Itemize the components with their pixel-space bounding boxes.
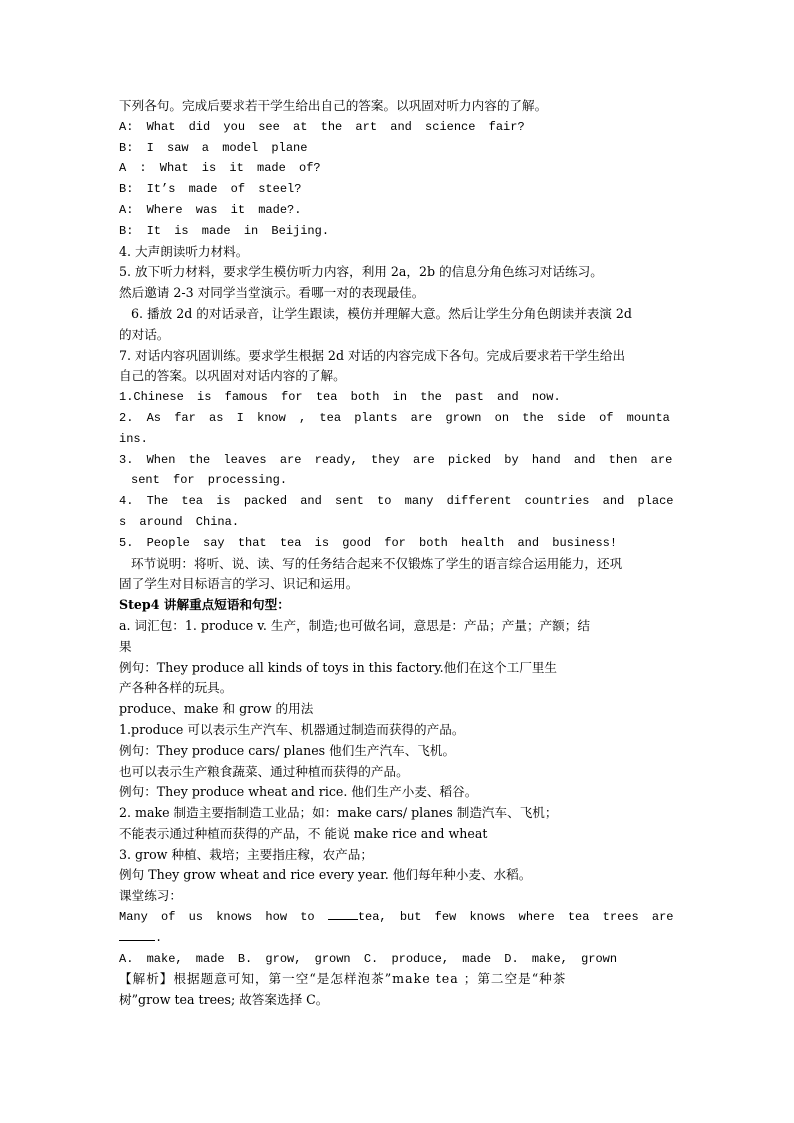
text-line-l15: 1.Chinese is famous for tea both in the past and now. xyxy=(119,390,561,405)
text-line-l16: 2. As far as I know , tea plants are grown on the side of mounta xyxy=(119,410,670,425)
text-line-l30: produce、make 和 grow 的用法 xyxy=(119,701,314,717)
text-line-l34: 例句：They produce wheat and rice. 他们生产小麦、稻谷。 xyxy=(119,784,478,800)
text-line-l37: 3. grow 种植、栽培；主要指庄稼，农产品； xyxy=(119,846,373,862)
text-line-l36: 不能表示通过种植而获得的产品，不 能说 make rice and wheat xyxy=(119,825,488,841)
text-line-l26: a. 词汇包：1. produce v. 生产，制造;也可做名词，意思是：产品；产量；产额；结 xyxy=(119,617,590,633)
text-line-l11: 6. 播放 2d 的对话录音，让学生跟读，模仿并理解大意。然后让学生分角色朗读并表演 2d xyxy=(131,305,632,321)
text-line-l20: 4. The tea is packed and sent to many different countries and place xyxy=(119,494,674,509)
exercise-question-cont xyxy=(119,928,679,949)
question-part-2: tea, but few knows where tea trees are xyxy=(357,910,674,925)
text-line-l02: A: What did you see at the art and science fair? xyxy=(119,119,525,134)
text-line-l39: 课堂练习： xyxy=(119,888,182,904)
analysis-line-1: 【解析】根据题意可知，第一空“是怎样泡茶”make tea ；第二空是“种茶 xyxy=(119,971,567,987)
text-line-l05: B: It’s made of steel? xyxy=(119,182,302,197)
text-line-l28: 例句：They produce all kinds of toys in this factory.他们在这个工厂里生 xyxy=(119,659,558,675)
text-line-l31: 1.produce 可以表示生产汽车、机器通过制造而获得的产品。 xyxy=(119,721,465,737)
text-line-l27: 果 xyxy=(119,638,132,654)
document-page xyxy=(119,96,679,1011)
text-line-l24: 固了学生对目标语言的学习、识记和运用。 xyxy=(119,576,359,592)
text-line-l07: B: It is made in Beijing. xyxy=(119,223,330,238)
exercise-question xyxy=(119,907,679,928)
text-line-l22: 5. People say that tea is good for both health and business! xyxy=(119,535,618,550)
text-line-l32: 例句：They produce cars/ planes 他们生产汽车、飞机。 xyxy=(119,742,456,758)
text-line-l19: sent for processing. xyxy=(131,473,288,488)
text-line-l14: 自己的答案。以巩固对对话内容的了解。 xyxy=(119,368,346,384)
text-line-l38: 例句 They grow wheat and rice every year. 他们每年种小麦、水稻。 xyxy=(119,867,532,883)
text-line-l10: 然后邀请 2-3 对同学当堂演示。看哪一对的表现最佳。 xyxy=(119,285,425,301)
text-line-l23: 环节说明：将听、说、读、写的任务结合起来不仅锻炼了学生的语言综合运用能力，还巩 xyxy=(131,555,623,571)
question-part-1: Many of us knows how to xyxy=(119,910,328,925)
text-line-l01: 下列各句。完成后要求若干学生给出自己的答案。以巩固对听力内容的了解。 xyxy=(119,98,548,113)
text-line-l04: A : What is it made of? xyxy=(119,161,321,176)
text-line-l21: s around China. xyxy=(119,514,240,529)
answer-blank-2 xyxy=(119,928,155,941)
text-line-l17: ins. xyxy=(119,431,148,446)
text-line-l33: 也可以表示生产粮食蔬菜、通过种植而获得的产品。 xyxy=(119,763,409,779)
text-line-l25: Step4 讲解重点短语和句型： xyxy=(119,597,290,613)
text-line-l06: A: Where was it made?. xyxy=(119,202,302,217)
answer-blank-1 xyxy=(328,907,358,920)
text-line-l35: 2. make 制造主要指制造工业品；如：make cars/ planes 制造汽车、飞机； xyxy=(119,805,558,821)
exercise-options: A. make, made B. grow, grown C. produce, made D. make, grown xyxy=(119,951,618,966)
text-line-l03: B: I saw a model plane xyxy=(119,140,308,155)
text-line-l08: 4. 大声朗读听力材料。 xyxy=(119,243,249,259)
text-line-l12: 的对话。 xyxy=(119,326,170,342)
analysis-line-2: 树”grow tea trees; 故答案选择 C。 xyxy=(119,992,329,1008)
text-line-l18: 3. When the leaves are ready, they are picked by hand and then are xyxy=(119,452,673,467)
text-line-l09: 5. 放下听力材料，要求学生模仿听力内容，利用 2a，2b 的信息分角色练习对话练习。 xyxy=(119,264,603,280)
text-line-l29: 产各种各样的玩具。 xyxy=(119,680,233,696)
text-line-l13: 7. 对话内容巩固训练。要求学生根据 2d 对话的内容完成下各句。完成后要求若干学生给出 xyxy=(119,347,626,363)
question-end: . xyxy=(155,930,163,945)
